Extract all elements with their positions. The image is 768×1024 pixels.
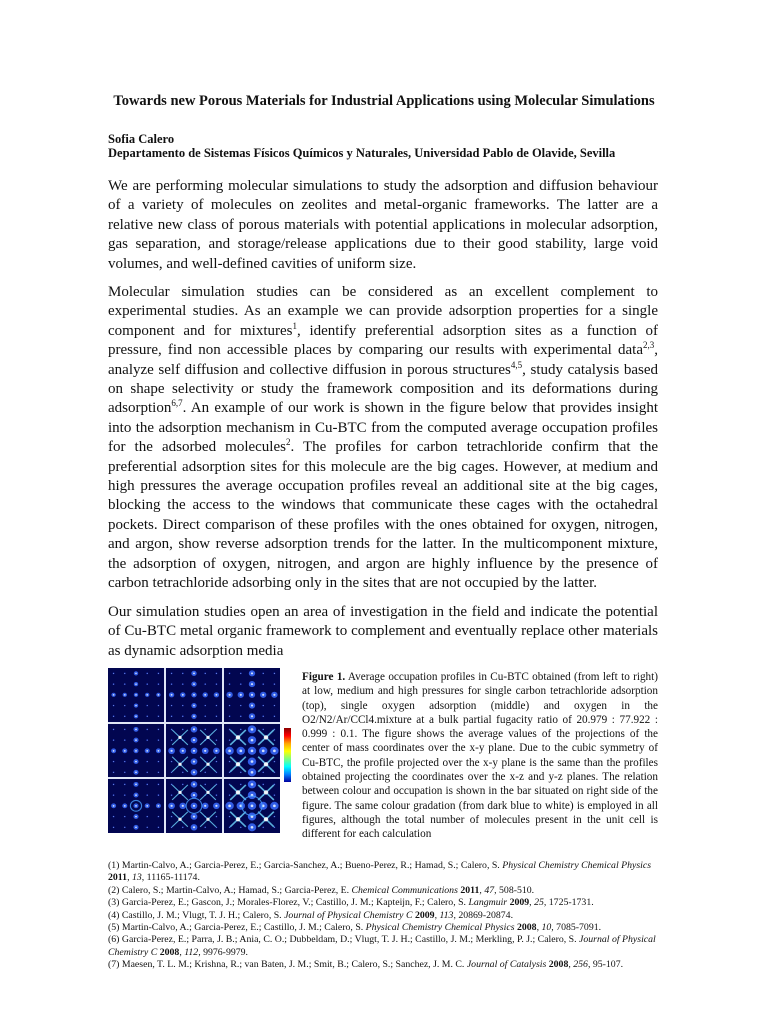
occupation-colorbar	[284, 728, 291, 782]
occupation-panel	[224, 724, 280, 778]
citation-superscript: 2,3	[643, 340, 655, 351]
reference-pages: , 508-510.	[494, 884, 535, 896]
reference-journal: Physical Chemistry Chemical Physics	[502, 860, 652, 871]
reference-volume: 25	[534, 897, 544, 909]
reference-journal: Journal of Catalysis	[466, 959, 547, 971]
reference-year: 2008	[159, 946, 180, 958]
reference-authors: (5) Martin-Calvo, A.; Garcia-Perez, E.; Castillo, J. M.; Calero, S.	[108, 922, 366, 934]
figure-image	[108, 668, 294, 833]
reference-item	[108, 959, 660, 971]
reference-item	[108, 897, 660, 909]
reference-authors: (4) Castillo, J. M.; Vlugt, T. J. H.; Calero, S.	[108, 909, 285, 921]
reference-authors: (7) Maesen, T. L. M.; Krishna, R.; van Baten, J. M.; Smit, B.; Calero, S.; Sanchez, J. M. C.	[108, 959, 467, 971]
occupation-panel	[166, 668, 222, 722]
occupation-panel	[108, 779, 164, 833]
paragraph-text: , analyze self diffusion and collective diffusion in porous structures	[108, 342, 658, 378]
reference-year: 2011	[460, 884, 480, 896]
reference-comma: ,	[529, 897, 535, 909]
reference-comma: ,	[479, 884, 485, 896]
reference-item	[108, 934, 660, 959]
citation-superscript: 6,7	[171, 398, 183, 409]
author-affiliation: Departamento de Sistemas Físicos Químicos y Naturales, Universidad Pablo de Olavide, Sevilla	[108, 146, 616, 160]
reference-authors: (2) Calero, S.; Martin-Calvo, A.; Hamad, S.; Garcia-Perez, E.	[108, 884, 352, 896]
reference-comma: ,	[536, 922, 542, 934]
reference-journal: Chemical Communications	[351, 884, 458, 896]
reference-comma: ,	[179, 946, 185, 958]
reference-item	[108, 885, 660, 897]
reference-volume: 113	[439, 909, 454, 921]
occupation-profile-grid	[108, 668, 280, 833]
reference-item	[108, 910, 660, 922]
reference-journal: Journal of Physical Chemistry C	[284, 909, 413, 921]
figure-caption-text: Average occupation profiles in Cu-BTC obtained (from left to right) at low, medium and high pressures for single carbon tetrachloride adsorption (top), single oxygen adsorption (middle) and oxygen in the O2/N2/Ar/CCl4.mixture at a bulk partial fugacity ratio of 20.979 : 77.922 : 0.999 : 0.1. The figure shows the average values of the projections of the center of mass coordinates over the x-y plane. Due to the cubic symmetry of Cu-BTC, the profile projected over the x-y plane is the same than the profiles obtained projecting the coordinates over the x-z and y-z planes. The relation between colour and occupation is shown in the bar situated on right side of the figure. The same colour gradation (from dark blue to white) is employed in all figures, although the total number of molecules present in the unit cell is different for each calculation	[302, 671, 658, 841]
reference-item	[108, 922, 660, 934]
reference-volume: 256	[573, 959, 588, 971]
reference-year: 2011	[108, 872, 128, 884]
occupation-panel	[166, 724, 222, 778]
reference-item	[108, 860, 660, 885]
figure-label: Figure 1.	[302, 671, 346, 683]
paragraph-methods	[108, 283, 658, 594]
reference-year: 2008	[516, 922, 537, 934]
occupation-panel	[224, 668, 280, 722]
reference-list	[108, 860, 660, 972]
reference-year: 2009	[509, 897, 530, 909]
figure-caption	[302, 670, 658, 842]
reference-authors: (6) Garcia-Perez, E.; Parra, J. B.; Ania, C. O.; Dubbeldam, D.; Vlugt, T. J. H.; Castillo, J. M.; Merkling, P. J.; Calero, S.	[108, 934, 580, 946]
occupation-panel	[108, 668, 164, 722]
paragraph-text: , study catalysis based on shape selectivity or study the framework composition and its deformations during adsorption	[108, 361, 659, 417]
reference-authors: (3) Garcia-Perez, E.; Gascon, J.; Morales-Florez, V.; Castillo, J. M.; Kapteijn, F.; Calero, S.	[108, 897, 469, 909]
occupation-panel	[108, 724, 164, 778]
reference-pages: , 7085-7091.	[551, 922, 602, 934]
reference-journal: Physical Chemistry Chemical Physics	[365, 922, 515, 934]
paper-title: Towards new Porous Materials for Industrial Applications using Molecular Simulations	[113, 93, 655, 109]
reference-pages: , 1725-1731.	[543, 897, 594, 909]
reference-year: 2009	[414, 909, 435, 921]
citation-superscript: 4,5	[510, 359, 523, 370]
reference-comma: ,	[434, 909, 440, 921]
reference-volume: 10	[541, 922, 552, 934]
occupation-panel	[224, 779, 280, 833]
reference-pages: , 9976-9979.	[198, 946, 248, 958]
paragraph-text: . The profiles for carbon tetrachloride confirm that the preferential adsorption sites for this molecule are the big cages. However, at medium and high pressures the average occupation profiles reveal an additional site at the big cages, blocking the access to the windows that communicate these cages with the octahedral pockets. Direct comparison of these profiles with the ones obtained for oxygen, nitrogen, and argon, show reverse adsorption trends for the latter. In the multicomponent mixture, the adsorption of oxygen, nitrogen, and argon are highly influence by the presence of carbon tetrachloride adsorbing only in the sites that are not occupied by the latter.	[108, 439, 658, 592]
reference-pages: , 11165-11174.	[141, 872, 200, 884]
author-name: Sofia Calero	[108, 132, 175, 146]
paragraph-text: . An example of our work is shown in the figure below that provides insight into the adsorption mechanism in Cu-BTC from the computed average occupation profiles for the adsorbed molecules	[108, 400, 658, 456]
reference-pages: , 20869-20874.	[453, 909, 514, 921]
reference-journal: Langmuir	[468, 897, 508, 909]
reference-comma: ,	[127, 872, 132, 884]
paragraph-intro: We are performing molecular simulations to study the adsorption and diffusion behaviour of a variety of molecules on zeolites and metal-organic frameworks. The latter are a relative new class of porous materials with potential applications in molecular adsorption, gas separation, and storage/release applications due to their good stability, large void volumes, and well-defined cavities of uniform size.	[108, 178, 658, 272]
reference-year: 2008	[548, 959, 569, 971]
reference-volume: 112	[184, 946, 199, 958]
reference-volume: 47	[484, 884, 495, 896]
reference-journal: Journal of Physical Chemistry C	[108, 934, 656, 958]
citation-superscript: 1	[292, 320, 297, 331]
occupation-panel	[166, 779, 222, 833]
paragraph-text: , identify preferential adsorption sites as a function of pressure, find non accessible places by comparing our results with experimental data	[108, 322, 659, 359]
reference-volume: 13	[131, 872, 142, 884]
citation-superscript: 2	[285, 437, 291, 448]
reference-pages: , 95-107.	[587, 959, 624, 971]
reference-authors: (1) Martin-Calvo, A.; Garcia-Perez, E.; Garcia-Sanchez, A.; Bueno-Perez, R.; Hamad, S.; Calero, S.	[108, 860, 503, 871]
paragraph-conclusion: Our simulation studies open an area of investigation in the field and indicate the potential of Cu-BTC metal organic framework to complement and eventually replace other materials as dynamic adsorption media	[108, 604, 658, 659]
reference-comma: ,	[568, 959, 574, 971]
paragraph-text: Molecular simulation studies can be considered as an excellent complement to experimental studies. As an example we can provide adsorption properties for a single component and for mixtures	[108, 284, 658, 339]
